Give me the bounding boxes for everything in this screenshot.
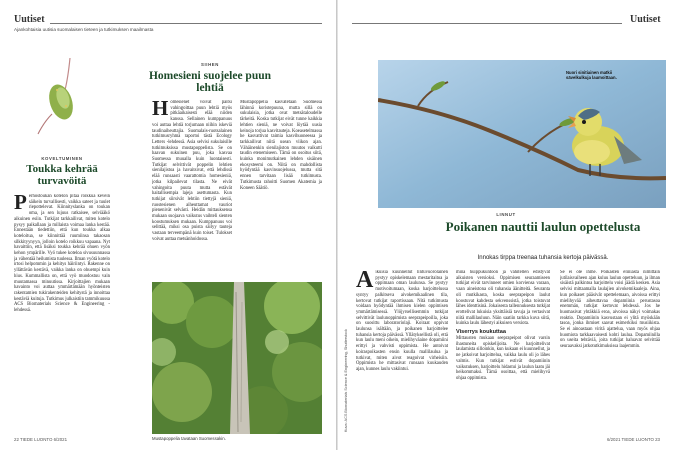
caterpillar-image — [30, 58, 92, 140]
photo-credit: Kuva: ACS Biomaterials Science & Engineering, Shutterstock — [344, 329, 348, 432]
right-folio: 6/2021 TIEDE LUONTO 23 — [606, 437, 660, 442]
header-rule-right — [352, 23, 622, 24]
article1-body — [14, 194, 110, 438]
header-rule — [50, 23, 322, 24]
article3-standfirst: Innokas tirppa treenaa tuhansia kertoja päivässä. — [477, 255, 609, 261]
article2-headline: Homesieni suojelee puun lehtiä — [148, 70, 272, 95]
article3-headline: Poikanen nauttii laulun opettelusta — [445, 219, 641, 234]
article3-col3: Se ei ole ihme. Poikasten eliniästä nimittäin jutilaisvaiheen ajan kuluu laulun opetteluun, ja ilman sisäistä palkintoa harjoittelu voisi jäädä kesken. Asia selvisi mittaamalla laulajien aivokemikaaleja. Aina, kun poikaset pääsivät opettelemaan, aivoissa erittyi mielihyvää aiheuttavaa dopamiinia perustasoa enemmän, tutkijat kertovat lehdessä. Jos he huomasivat yhtäkkiä eroa, aivoissa näkyi voimakas reaktio. Dopamiinin kasvustaan ei ylitä myöskään tasoa, jonka ihmiset saavat esimerkiksi musiikista. Se ei ainoastaan viritä ajattelua, vaan myös ohjaa huomiota tarkkaavaisesti kohti laulua. Dopamiinilla on useita tehtäviä, joita tutkijat haluavat selvittää seuraavaksi jatkotutkimuksissa laajemmin. — [560, 270, 660, 350]
bird-image — [378, 60, 666, 208]
bird-caption: Nuori sinitiainen matkii sävelkulkuja laumoittaan. — [566, 70, 617, 80]
article3-dropcap: A — [356, 270, 374, 293]
left-page — [0, 0, 336, 450]
article1-text: erhostoukan kotelon pitää roikkua kevein säikein turvallisesti, vaikka sateet ja tuulet riepottelevat. Kiinnityslanka on toukan oma, ja sen lujuus ratkaisee, selviääkö aikuinen esiin. Tutkijat tarkkailivat, miten kotelo pysyy paikallaan ja millaista voimaa lanka kestää. Ennestään tiedettiin, että kun toukka alkaa koteloitua, se kiinnittää ruumiinsa takaosan silkkityynyyn, jolloin kotelo roikkuu vapaana. Nyt havaittiin, että lisäksi toukka kehrää ohuen vyön kehon ympärille. Vyö tukee koteloa sivusuunnassa ja vähentää heilumista tuulessa. Ilman vyötä kotelo irtosi helpommin ja kehitys häiriintyi. Rakenne on yllättävän kestävä, vaikka lanka on ohuempi kuin hius. Kummallista on, että vyö muodostuu vain muutamassa minuutissa. Kirjoittajien mukaan havainto voi auttaa ymmärtämään hyönteisten rakentamien tukirakenteiden kehitystä ja innoittaa kestäviä kuituja. Tutkimus julkaistiin tammikuussa ACS Biomaterials Science & Engineering -lehdessä. — [14, 194, 110, 314]
article3-col2 — [456, 270, 550, 438]
poplar-image — [152, 282, 322, 434]
left-folio: 22 TIEDE LUONTO 6/2021 — [14, 437, 68, 442]
article3-col2-text: minä huippukuntoon ja vähitellen edistyvät aikuisten versioksi. Oppimisen seuraamiseen tutkijat eivät tarvinneet omien korviensa varaan, vaan aineistona oli tuhansia äänitteitä. Seuranta oli mutkikasta, koska seeprapeipon laulut koostuvat kahdesta sekvenssistä, jotka toistuvat lähes identtisinä. Jokaisesta tallennuksesta tutkijat erottelivat lukuisia yksittäisiä tavuja ja vertasivat niitä mallilauluun. Näin saatiin tarkka kuva siitä, kuinka laulu lähestyi aikuisen versiota. — [456, 270, 550, 327]
article3-col1 — [356, 270, 448, 438]
right-page — [338, 0, 674, 450]
section-title: Uutiset — [14, 14, 45, 25]
article2-text: omesienet voivat paitsi vahingoittaa puun lehtiä myös pitkäaikaisesti elää niiden kanssa. Sellainen kumppanuus voi auttaa lehtiä torjumaan niihin iskeviä taudinaiheuttajia. Suomalais-ruotsalainen tutkimusryhmä raportoi tästä Ecology Letters -lehdessä. Asia selvisi sukulaisille tutkimuksissa mustapoppelista. Se on haavan sukuinen puu, joka kasvaa Suomessa muualla kuin luontaisesti. Tutkijat selvittivät poppelin lehtien sienilajistoa ja havaitsivat, että lehdissä elää runsaasti vaarattomia homesieniä, jotka kilpailevat tilasta. Ne eivät vahingoita puuta mutta estävät haitallisempia lajeja asettumasta. Kun tutkijat siirsivät lehtiin tiettyjä sieniä, ruostesienen aiheuttamat vauriot pienenivät selvästi. Heidän mittauksensa mukaan suojaava vaikutus vaihteli sienten koostumuksen mukaan. Kumppanuus voi selittää, miksi osa puista säilyy tauteja vastaan terveempänä kuin toiset. Tulokset voivat auttaa metsänhoidossa. — [152, 100, 232, 242]
article1-headline: Toukka kehrää turvavöitä — [26, 163, 98, 187]
article3-col2b-text: Mittausten mukaan seeprapeipot olivat varsin ihastuneita opiskelijoita. Ne harjoittelivat laulamista silloinkin, kun kukaan ei kuunnellut, ja ne jatkoivat harjoittelua, vaikka laulu oli jo lähes valmis. Kun tutkijat estivät dopamiinin vaikutuksen, harjoittelu hidastui ja laulun laatu jäi heikommaksi. Tämä osoittaa, että mielihyvä ohjaa oppimista. — [456, 336, 550, 381]
article3-col1-text: ikuisia kuunnellut lintuvuorolainen pystyy opiskelemaan mestaritaitoa ja oppimaan oman laulunsa. Se pystyy motivoitumaan, koska harjoittelussa syntyy palkitseva aivokemikaalinen tila, kertovat tutkijat raportissaan. Nitä tutkimusta voidaan hyödyntää ihmisen kielen oppimisen ymmärtämisessä. Ylöjyrsellisemmin tutkijat selvittivät laulunoppimista seeprapeipoilla, joka on suosittu laboratoriolaji. Koiraat oppivat laulunsa isältään, ja poikanen harjoittelee tuhansia kertoja päivässä. Yllätyksellistä oli, että kun laulu meni oikein, mielihyväaine dopamiini erittyi ja vahvisti oppimista. He antoivat koiraspoikasten ensin kuulla mallilaulua ja tutkivat, miten aivot reagoivat virheisiin. Oppimista he mittasivat runsaan kuukauden ajan, kunnes laulu vakiintui. — [356, 270, 448, 372]
article3-subhead: Viserrys koukuttaa — [456, 329, 506, 336]
article1-dropcap: P — [14, 194, 27, 214]
section-subtitle: Ajankohtaisia uutisia suomalaisen tieteen ja tutkimuksen maailmasta — [14, 27, 154, 32]
article2-kicker: SIIHEN — [201, 62, 219, 67]
article1-kicker: KOVELTUMINEN — [41, 156, 83, 161]
article2-body-col1 — [152, 100, 232, 276]
article2-body-col2: Mustapoppelia kasvatetaan Suomessa lähinnä koristepuuna, mutta sillä on sukulaisia, jotka ovat metsätaloudelle tärkeitä. Koska tutkijat eivät tunne kaikkia lehtien sieniä, ne voivat löytää uusia keinoja torjua kasvitauteja. Koeasetelmassa he kasvattivat taimia kasvihuoneessa ja tarkkailivat niitä usean viikon ajan. Vähäinenkin sienilajiston muutos vaikutti taudin etenemiseen. Tämä on osoitus siitä, kuinka monimutkainen lehden sisäinen ekosysteemi on. Niitä on mahdollista hyödyntää kasvinsuojelussa, mutta sitä ennen tarvitaan lisää tutkimusta. Tutkimusta rahoitti Suomen Akatemia ja Koneen Säätiö. — [240, 100, 322, 191]
article2-dropcap: H — [152, 100, 169, 120]
poplar-caption: Mustapoppelia tavataan Suomessakin. — [152, 436, 226, 441]
section-title-right: Uutiset — [630, 14, 661, 25]
article3-kicker: LINNUT — [496, 212, 516, 217]
